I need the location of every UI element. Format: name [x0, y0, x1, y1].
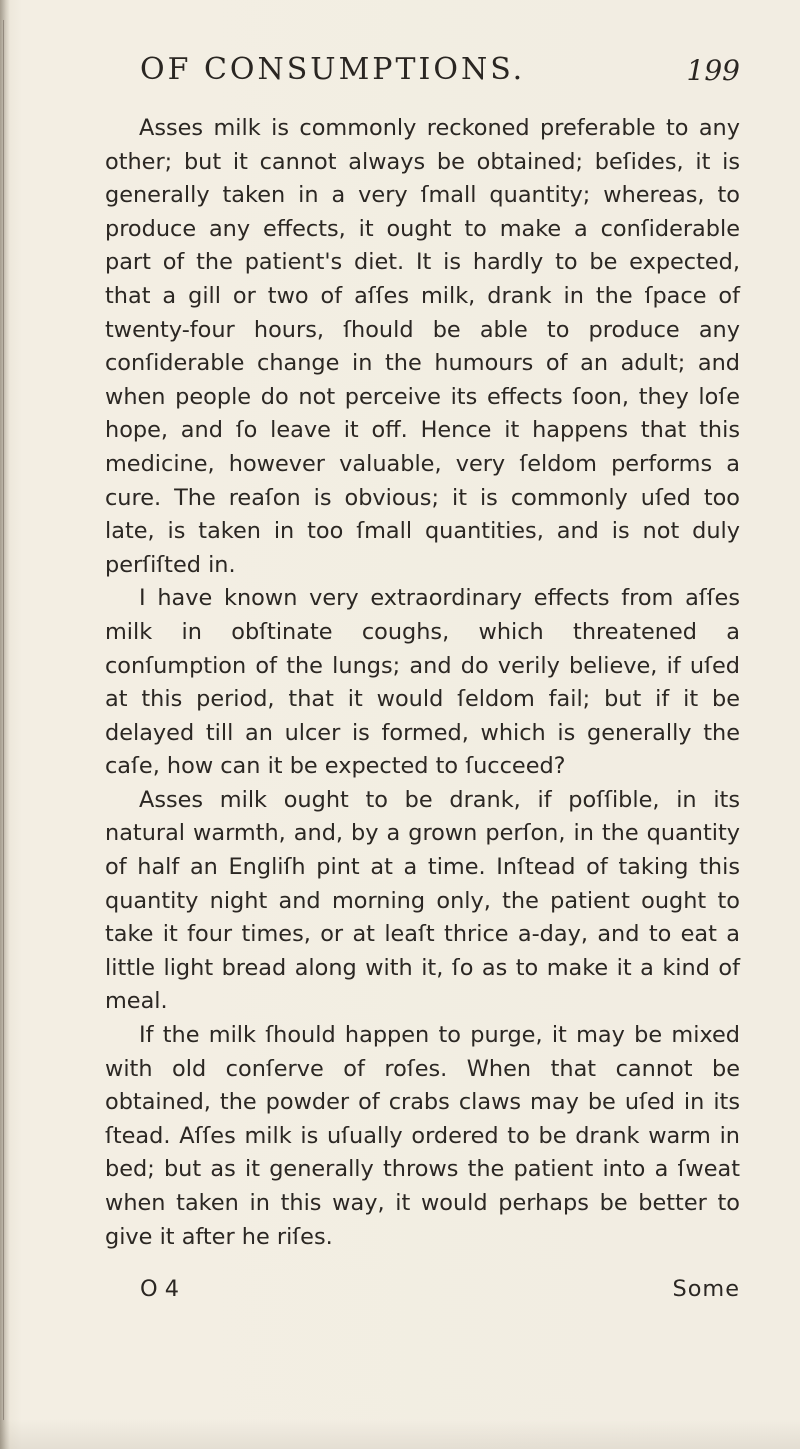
page-number: 199 [686, 54, 740, 87]
body-text [105, 112, 740, 1254]
running-title: OF CONSUMPTIONS. [140, 52, 526, 87]
paragraph-purge-remedy: If the milk ſhould happen to purge, it may be mixed with old conſerve of roſes. When that cannot be obtained, the powder of crabs claws may be uſed in its ſtead. Aſſes milk is uſually ordered to be drank warm in bed; but as it generally throws the patient into a ſweat when taken in this way, it would perhaps be better to give it after he riſes. [105, 1022, 740, 1250]
footer-catchline [140, 1276, 740, 1310]
paragraph-obstinate-coughs: I have known very extraordinary effects from aſſes milk in obſtinate coughs, which threatened a conſumption of the lungs; and do verily believe, if uſed at this period, that it would ſeldom fail; but if it be delayed till an ulcer is formed, which is generally the caſe, how can it be expected to ſucceed? [105, 585, 740, 780]
paragraph-asses-milk-preferable: Asses milk is commonly reckoned preferable to any other; but it cannot always be obtained; beſides, it is generally taken in a very ſmall quantity; whereas, to produce any effects, it ought to make a conſiderable part of the patient's diet. It is hardly to be expected, that a gill or two of aſſes milk, drank in the ſpace of twenty-four hours, ſhould be able to produce any conſiderable change in the humours of an adult; and when people do not perceive its effects ſoon, they loſe hope, and ſo leave it off. Hence it happens that this medicine, however valuable, very ſeldom performs a cure. The reaſon is obvious; it is commonly uſed too late, is taken in too ſmall quantities, and is not duly perſiſted in. [105, 115, 740, 578]
gutter-shadow [0, 0, 10, 1449]
signature-mark: O 4 [140, 1276, 179, 1302]
bottom-shadow [0, 1419, 800, 1449]
paragraph-natural-warmth: Asses milk ought to be drank, if poſſible, in its natural warmth, and, by a grown perſon, in the quantity of half an Engliſh pint at a time. Inſtead of taking this quantity night and morning only, the patient ought to take it four times, or at leaſt thrice a-day, and to eat a little light bread along with it, ſo as to make it a kind of meal. [105, 786, 740, 1015]
spine-edge [3, 20, 4, 1420]
page-header [140, 52, 740, 92]
catchword: Some [672, 1276, 740, 1302]
